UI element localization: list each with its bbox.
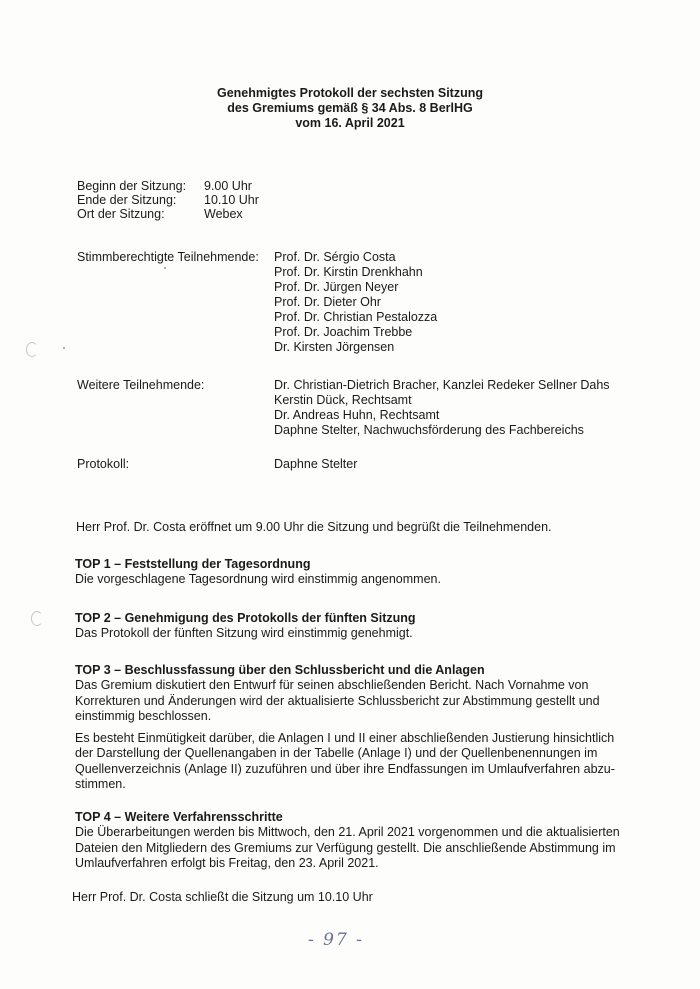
top4-heading: TOP 4 – Weitere Verfahrensschritte	[75, 810, 283, 824]
opening-paragraph: Herr Prof. Dr. Costa eröffnet um 9.00 Uhr die Sitzung und begrüßt die Teilnehmenden.	[76, 520, 552, 534]
punch-hole-mark	[26, 342, 38, 357]
text-line: einstimmig beschlossen.	[75, 709, 212, 723]
meta-value: 10.10 Uhr	[204, 193, 259, 207]
text-line: stimmen.	[75, 777, 126, 791]
session-meta	[77, 179, 259, 221]
other-participants-list	[274, 378, 610, 438]
meta-label: Ende der Sitzung:	[77, 193, 177, 207]
member: Prof. Dr. Sérgio Costa	[274, 250, 396, 264]
text-line: Korrekturen und Änderungen wird der aktualisierte Schlussbericht zur Abstimmung gestellt und	[75, 693, 600, 708]
text-line: der Darstellung der Quellenangaben in der Tabelle (Anlage I) und der Quellenbenennungen im	[75, 746, 598, 760]
top3-section	[75, 663, 635, 793]
title-line-2: des Gremiums gemäß § 34 Abs. 8 BerlHG	[227, 101, 473, 115]
member: Prof. Dr. Jürgen Neyer	[274, 280, 399, 294]
top3-paragraph-2	[75, 731, 635, 793]
top3-heading: TOP 3 – Beschlussfassung über den Schlussbericht und die Anlagen	[75, 663, 485, 677]
meta-value: 9.00 Uhr	[204, 179, 252, 193]
meta-label: Beginn der Sitzung:	[77, 179, 187, 193]
member: Prof. Dr. Joachim Trebbe	[274, 325, 413, 339]
member: Prof. Dr. Dieter Ohr	[274, 295, 381, 309]
top1-text: Die vorgeschlagene Tagesordnung wird einstimmig angenommen.	[75, 572, 441, 586]
text-line: Das Gremium diskutiert den Entwurf für seinen abschließenden Bericht. Nach Vornahme von	[75, 678, 589, 692]
participant: Dr. Christian-Dietrich Bracher, Kanzlei Redeker Sellner Dahs	[274, 378, 610, 392]
top2-text: Das Protokoll der fünften Sitzung wird einstimmig genehmigt.	[75, 626, 413, 640]
top1-heading: TOP 1 – Feststellung der Tagesordnung	[75, 557, 311, 571]
top4-section	[75, 810, 635, 872]
title-line-3: vom 16. April 2021	[295, 116, 405, 130]
meta-value: Webex	[204, 207, 243, 221]
top3-paragraph-1	[75, 678, 635, 725]
scan-speck	[164, 267, 166, 269]
top4-paragraph	[75, 825, 635, 872]
page-number: - 97 -	[308, 930, 364, 950]
top1-section	[75, 557, 635, 588]
participant: Kerstin Dück, Rechtsamt	[274, 393, 412, 407]
member: Prof. Dr. Christian Pestalozza	[274, 310, 438, 324]
top2-section	[75, 611, 635, 642]
top2-heading: TOP 2 – Genehmigung des Protokolls der fünften Sitzung	[75, 611, 416, 625]
participant: Daphne Stelter, Nachwuchsförderung des Fachbereichs	[274, 423, 584, 437]
voting-members-list	[274, 250, 437, 355]
text-line: Quellenverzeichnis (Anlage II) zuzuführen und über ihre Endfassungen im Umlaufverfahren abzu-	[75, 761, 615, 776]
text-line: Die Überarbeitungen werden bis Mittwoch, den 21. April 2021 vorgenommen und die aktualisierten	[75, 825, 620, 839]
text-line: Dateien den Mitgliedern des Gremiums zur Verfügung gestellt. Die anschließende Abstimmung im	[75, 840, 616, 855]
document-title	[0, 86, 700, 131]
protocol-value: Daphne Stelter	[274, 457, 358, 471]
text-line: Umlaufverfahren erfolgt bis Freitag, den 23. April 2021.	[75, 856, 379, 870]
closing-paragraph: Herr Prof. Dr. Costa schließt die Sitzung um 10.10 Uhr	[72, 890, 373, 904]
member: Prof. Dr. Kirstin Drenkhahn	[274, 265, 423, 279]
punch-hole-mark	[31, 611, 43, 626]
participant: Dr. Andreas Huhn, Rechtsamt	[274, 408, 440, 422]
protocol-label: Protokoll:	[77, 457, 130, 471]
member: Dr. Kirsten Jörgensen	[274, 340, 395, 354]
text-line: Es besteht Einmütigkeit darüber, die Anlagen I und II einer abschließenden Justierung hinsichtlich	[75, 730, 615, 745]
voting-members-label: Stimmberechtigte Teilnehmende:	[77, 250, 259, 264]
title-line-1: Genehmigtes Protokoll der sechsten Sitzung	[216, 86, 484, 100]
other-participants-label: Weitere Teilnehmende:	[77, 378, 205, 392]
meta-label: Ort der Sitzung:	[77, 207, 165, 221]
scan-speck	[63, 347, 65, 349]
